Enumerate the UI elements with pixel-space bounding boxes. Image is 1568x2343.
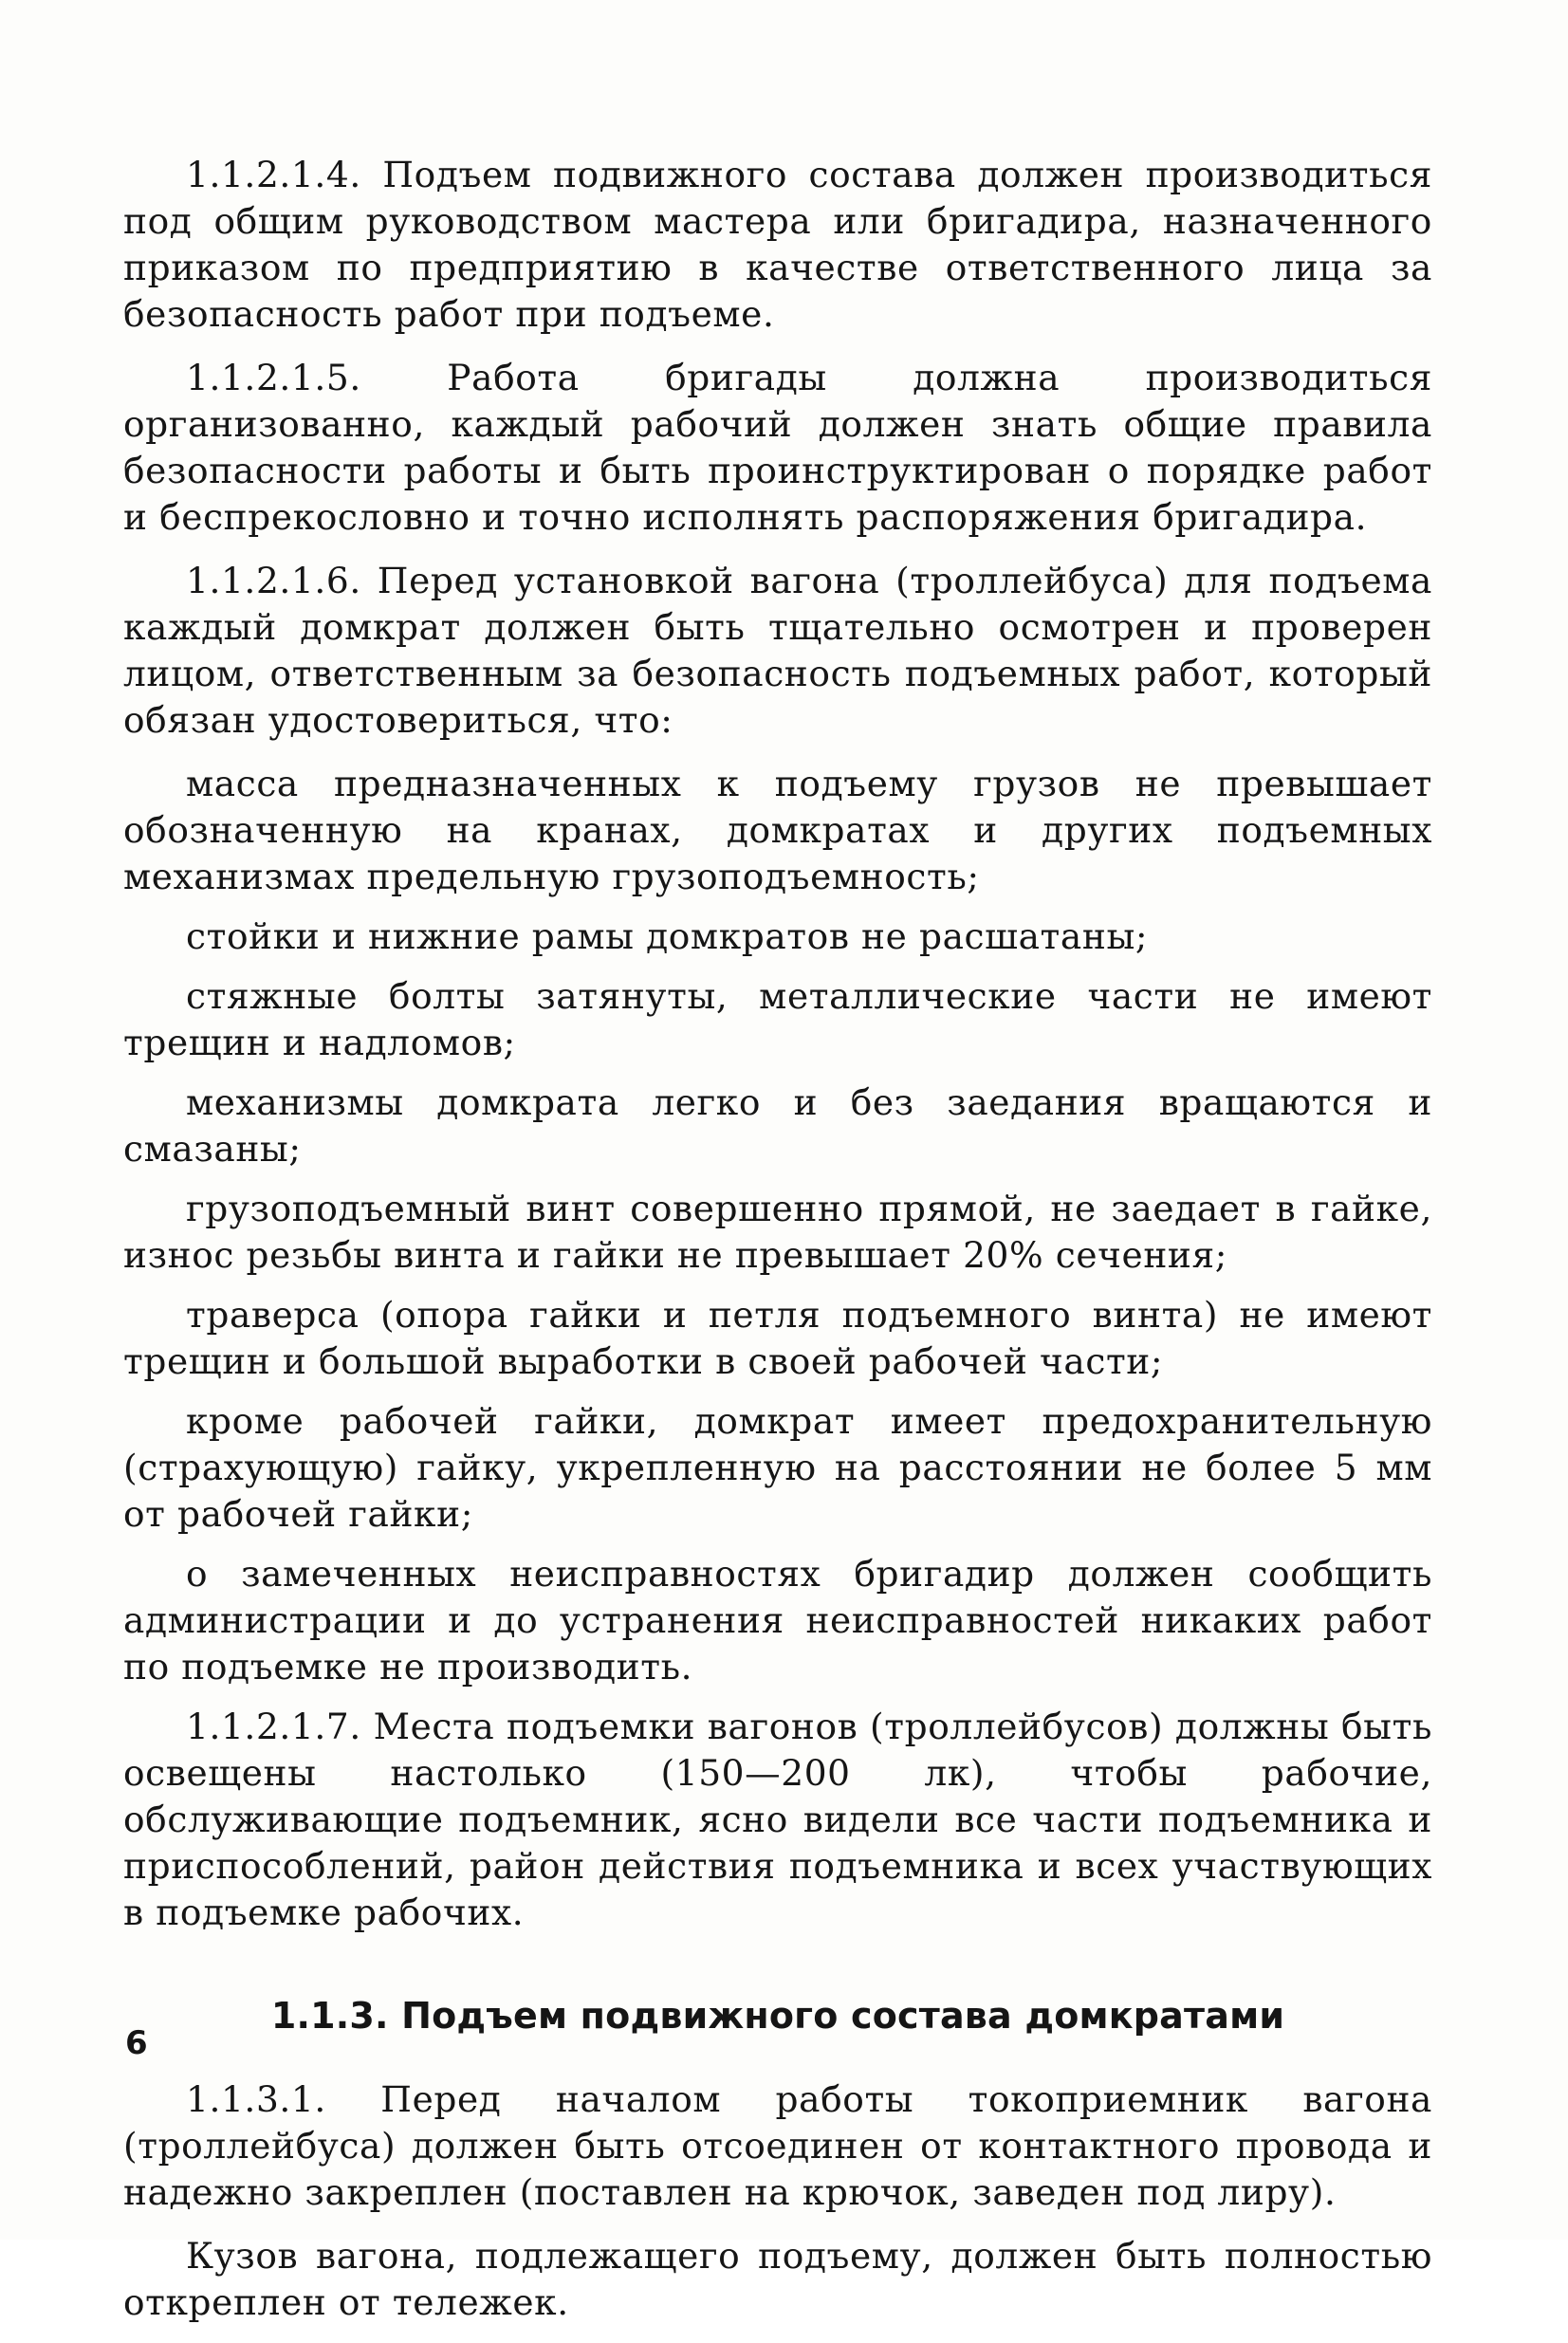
checklist-item: о замеченных неисправностях бригадир должен сообщить администрации и до устранения неисправностей никаких работ по подъемке не производить. (123, 1553, 1432, 1688)
paragraph-1-1-3-1: 1.1.3.1. Перед началом работы токоприемник вагона (троллейбуса) должен быть отсоединен от контактного провода и надежно закреплен (поставлен на крючок, заведен под лиру). (123, 2078, 1432, 2213)
checklist-item: стойки и нижние рамы домкратов не расшатаны; (186, 915, 1149, 957)
checklist-item: кроме рабочей гайки, домкрат имеет предохранительную (страхующую) гайку, укрепленную на расстоянии не более 5 мм от рабочей гайки; (123, 1400, 1432, 1535)
checklist-item: механизмы домкрата легко и без заедания вращаются и смазаны; (123, 1081, 1432, 1170)
paragraph-1-1-2-1-4: 1.1.2.1.4. Подъем подвижного состава должен производиться под общим руководством мастера или бригадира, назначенного приказом по предприятию в качестве ответственного лица за безопасность работ при подъеме. (123, 154, 1432, 335)
paragraph-1-1-2-1-7: 1.1.2.1.7. Места подъемки вагонов (троллейбусов) должны быть освещены настолько (150—200 лк), чтобы рабочие, обслуживающие подъемник, ясно видели все части подъемника и приспособлений, район действия подъемника и всех участвующих в подъемке рабочих. (123, 1706, 1432, 1933)
paragraph-1-1-2-1-6: 1.1.2.1.6. Перед установкой вагона (троллейбуса) для подъема каждый домкрат должен быть тщательно осмотрен и проверен лицом, ответственным за безопасность подъемных работ, который обязан удостовериться, что: (123, 560, 1432, 741)
checklist-item: траверса (опора гайки и петля подъемного винта) не имеют трещин и большой выработки в своей рабочей части; (123, 1294, 1432, 1382)
page-number: 6 (125, 2024, 148, 2062)
checklist-item: масса предназначенных к подъему грузов не превышает обозначенную на кранах, домкратах и других подъемных механизмах предельную грузоподъемность; (123, 763, 1432, 897)
section-heading: 1.1.3. Подъем подвижного состава домкратами (270, 1995, 1285, 2037)
checklist-item: грузоподъемный винт совершенно прямой, не заедает в гайке, износ резьбы винта и гайки не превышает 20% сечения; (123, 1188, 1432, 1276)
checklist-item: стяжные болты затянуты, металлические части не имеют трещин и надломов; (123, 975, 1432, 1063)
document-body (123, 152, 1432, 2343)
paragraph-body-detach: Кузов вагона, подлежащего подъему, должен быть полностью откреплен от тележек. (123, 2235, 1432, 2323)
paragraph-1-1-2-1-5: 1.1.2.1.5. Работа бригады должна производиться организованно, каждый рабочий должен знать общие правила безопасности работы и быть проинструктирован о порядке работ и беспрекословно и точно исполнять распоряжения бригадира. (123, 357, 1432, 538)
